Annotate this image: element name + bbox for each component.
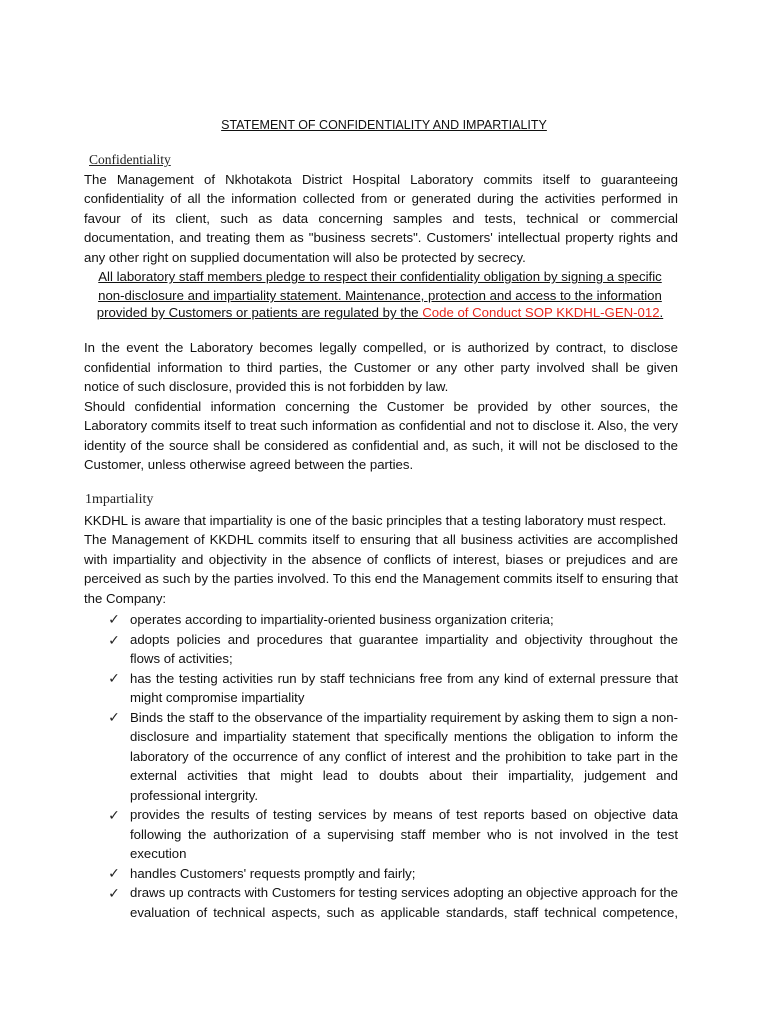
pledge-line: All laboratory staff members pledge to respect their confidentiality obligation by signing a specific [98, 269, 662, 284]
bullet-line: following the authorization of a supervising staff member who is not involved in the test [130, 827, 678, 842]
pledge-period: . [659, 305, 664, 320]
impartiality-heading: 1mpartiality [85, 492, 154, 507]
bullet-line: flows of activities; [130, 651, 233, 666]
pledge-line-last [60, 303, 700, 323]
bullet-line: has the testing activities run by staff technicians free from any kind of external pressure that [130, 671, 678, 686]
confidentiality-heading: Confidentiality [89, 152, 171, 167]
paragraph-line: Should confidential information concerning the Customer be provided by other sources, the [84, 399, 678, 414]
paragraph-line: Customer, unless otherwise agreed between the parties. [84, 457, 414, 472]
paragraph-line: The Management of KKDHL commits itself to ensuring that all business activities are accomplished [84, 532, 678, 547]
paragraph-line: Laboratory commits itself to treat such information as confidential and not to disclose it. Also, the very [84, 418, 678, 433]
checkmark-icon: ✓ [108, 670, 120, 686]
checkmark-icon: ✓ [108, 632, 120, 648]
bullet-line: professional intergrity. [130, 788, 259, 803]
bullet-line: Binds the staff to the observance of the impartiality requirement by asking them to sign a non- [130, 710, 678, 725]
bullet-line: handles Customers' requests promptly and fairly; [130, 866, 416, 881]
paragraph-line: the Company: [84, 591, 167, 606]
paragraph-line: any other right on supplied documentation will also be protected by secrecy. [84, 250, 526, 265]
paragraph-line: confidential information to third parties, the Customer or any other party involved shall be given [84, 360, 678, 375]
bullet-line: operates according to impartiality-oriented business organization criteria; [130, 612, 554, 627]
paragraph-line: identity of the source shall be considered as confidential and, as such, it will not be disclosed to the [84, 438, 678, 453]
checkmark-icon: ✓ [108, 611, 120, 627]
bullet-line: external activities that might lead to doubts about their impartiality, judgement and [130, 768, 678, 783]
paragraph-line: confidentiality of all the information collected from or generated during the activities performed in [84, 191, 678, 206]
paragraph-line: perceived as such by the parties involved. To this end the Management commits itself to ensuring that [84, 571, 678, 586]
bullet-line: provides the results of testing services by means of test reports based on objective data [130, 807, 678, 822]
pledge-line: non-disclosure and impartiality statement. Maintenance, protection and access to the information [98, 288, 662, 303]
bullet-line: disclosure and impartiality statement that specifically mentions the obligation to inform the [130, 729, 678, 744]
bullet-line: adopts policies and procedures that guarantee impartiality and objectivity throughout the [130, 632, 678, 647]
bullet-line: might compromise impartiality [130, 690, 305, 705]
checkmark-icon: ✓ [108, 807, 120, 823]
bullet-line: laboratory of the occurrence of any conflict of interest and the prohibition to take part in the [130, 749, 678, 764]
checkmark-icon: ✓ [108, 885, 120, 901]
paragraph-line: with impartiality and objectivity in the absence of conflicts of interest, biases or prejudices and are [84, 552, 678, 567]
paragraph-line: In the event the Laboratory becomes legally compelled, or is authorized by contract, to disclose [84, 340, 678, 355]
bullet-line: evaluation of technical aspects, such as applicable standards, staff technical competence, [130, 905, 678, 920]
code-of-conduct-link[interactable]: Code of Conduct SOP KKDHL-GEN-012 [422, 305, 660, 320]
document-title: STATEMENT OF CONFIDENTIALITY AND IMPARTIALITY [221, 118, 547, 132]
paragraph-line: The Management of Nkhotakota District Hospital Laboratory commits itself to guaranteeing [84, 172, 678, 187]
bullet-line: execution [130, 846, 187, 861]
paragraph-line: KKDHL is aware that impartiality is one of the basic principles that a testing laboratory must respect. [84, 513, 667, 528]
checkmark-icon: ✓ [108, 709, 120, 725]
checkmark-icon: ✓ [108, 865, 120, 881]
paragraph-line: documentation, and treating them as "business secrets". Customers' intellectual property rights and [84, 230, 678, 245]
bullet-line: draws up contracts with Customers for testing services adopting an objective approach for the [130, 885, 678, 900]
paragraph-line: favour of its client, such as data concerning samples and tests, technical or commercial [84, 211, 678, 226]
paragraph-line: notice of such disclosure, provided this is not forbidden by law. [84, 379, 449, 394]
pledge-text: provided by Customers or patients are regulated by the [96, 305, 423, 320]
